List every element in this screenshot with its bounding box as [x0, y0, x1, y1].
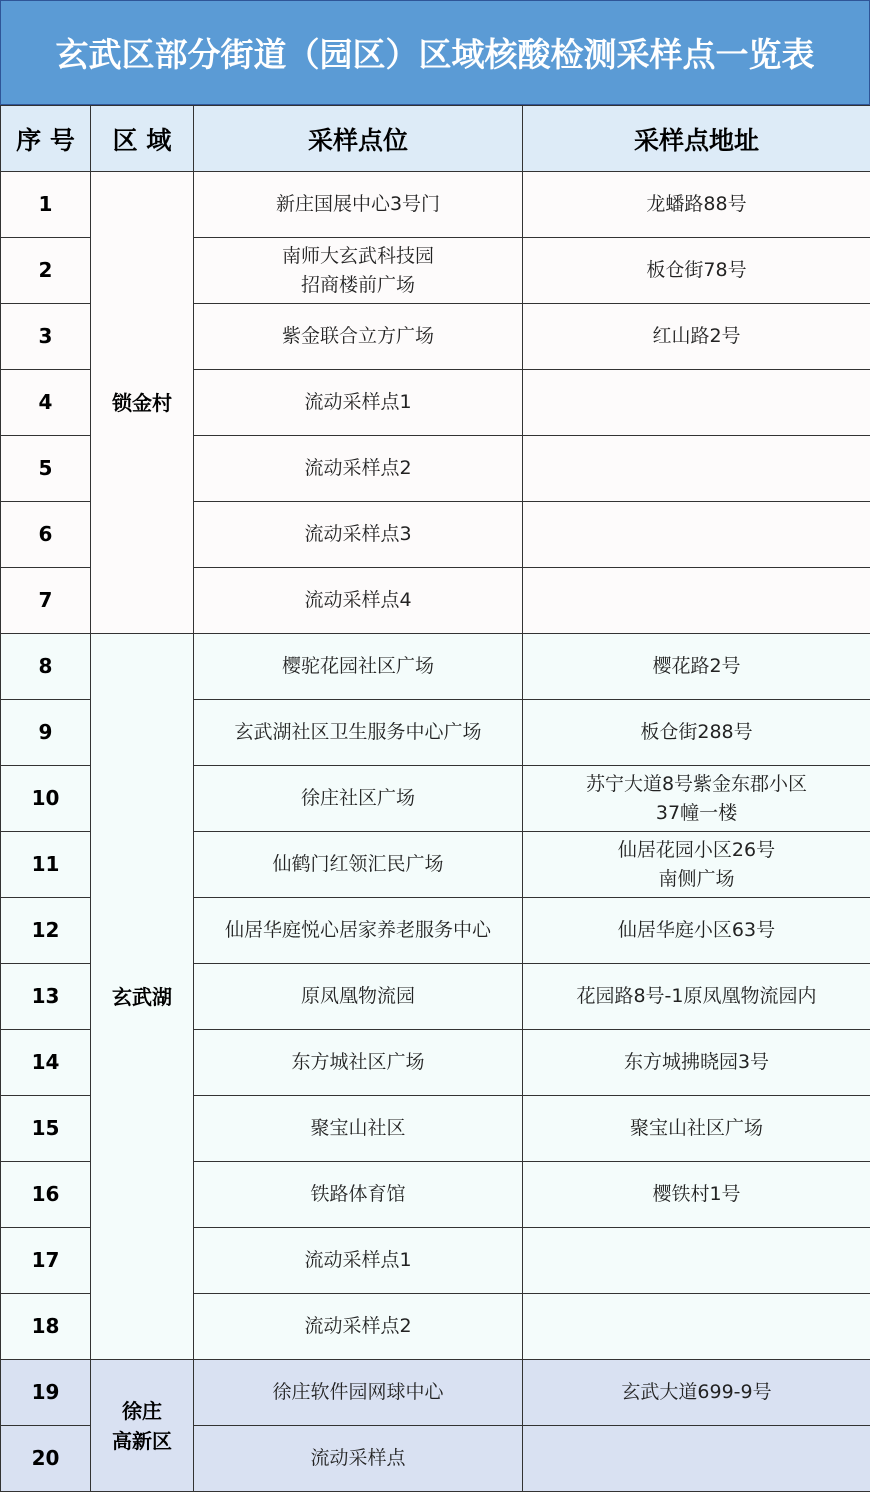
row-site: 樱驼花园社区广场 — [194, 634, 523, 700]
table-row — [1, 172, 870, 238]
row-index: 1 — [1, 172, 91, 238]
row-address — [523, 1426, 870, 1492]
row-address: 苏宁大道8号紫金东郡小区 37幢一楼 — [523, 766, 870, 832]
row-index: 9 — [1, 700, 91, 766]
table-body — [1, 172, 870, 1492]
row-index: 16 — [1, 1162, 91, 1228]
row-site: 东方城社区广场 — [194, 1030, 523, 1096]
row-site: 聚宝山社区 — [194, 1096, 523, 1162]
row-site: 仙鹤门红领汇民广场 — [194, 832, 523, 898]
row-area: 玄武湖 — [91, 634, 194, 1360]
row-site: 徐庄社区广场 — [194, 766, 523, 832]
row-address — [523, 1294, 870, 1360]
row-site: 流动采样点3 — [194, 502, 523, 568]
header-site: 采样点位 — [194, 106, 523, 172]
row-area: 锁金村 — [91, 172, 194, 634]
row-site: 原凤凰物流园 — [194, 964, 523, 1030]
row-site: 流动采样点4 — [194, 568, 523, 634]
row-site: 流动采样点1 — [194, 370, 523, 436]
row-site: 玄武湖社区卫生服务中心广场 — [194, 700, 523, 766]
header-index: 序 号 — [1, 106, 91, 172]
row-index: 7 — [1, 568, 91, 634]
row-index: 6 — [1, 502, 91, 568]
row-address: 聚宝山社区广场 — [523, 1096, 870, 1162]
table-row — [1, 634, 870, 700]
row-address — [523, 502, 870, 568]
row-site: 流动采样点2 — [194, 436, 523, 502]
row-address: 仙居花园小区26号 南侧广场 — [523, 832, 870, 898]
row-site: 徐庄软件园网球中心 — [194, 1360, 523, 1426]
row-address: 红山路2号 — [523, 304, 870, 370]
row-index: 12 — [1, 898, 91, 964]
row-address: 樱花路2号 — [523, 634, 870, 700]
row-index: 18 — [1, 1294, 91, 1360]
row-index: 14 — [1, 1030, 91, 1096]
row-index: 2 — [1, 238, 91, 304]
row-area: 徐庄 高新区 — [91, 1360, 194, 1492]
row-address: 东方城拂晓园3号 — [523, 1030, 870, 1096]
row-site: 新庄国展中心3号门 — [194, 172, 523, 238]
page-title: 玄武区部分街道（园区）区域核酸检测采样点一览表 — [0, 0, 870, 105]
row-site: 流动采样点 — [194, 1426, 523, 1492]
row-address: 板仓街78号 — [523, 238, 870, 304]
row-address: 板仓街288号 — [523, 700, 870, 766]
row-address — [523, 436, 870, 502]
row-site: 仙居华庭悦心居家养老服务中心 — [194, 898, 523, 964]
row-index: 4 — [1, 370, 91, 436]
table-row — [1, 1360, 870, 1426]
row-index: 11 — [1, 832, 91, 898]
row-address — [523, 568, 870, 634]
sampling-sites-table — [0, 105, 870, 1492]
row-site: 南师大玄武科技园 招商楼前广场 — [194, 238, 523, 304]
row-site: 紫金联合立方广场 — [194, 304, 523, 370]
row-index: 3 — [1, 304, 91, 370]
row-index: 19 — [1, 1360, 91, 1426]
row-index: 20 — [1, 1426, 91, 1492]
row-address — [523, 370, 870, 436]
row-index: 17 — [1, 1228, 91, 1294]
row-address: 樱铁村1号 — [523, 1162, 870, 1228]
table-header-row — [1, 106, 870, 172]
row-index: 10 — [1, 766, 91, 832]
row-site: 铁路体育馆 — [194, 1162, 523, 1228]
row-address: 花园路8号-1原凤凰物流园内 — [523, 964, 870, 1030]
header-area: 区 域 — [91, 106, 194, 172]
row-site: 流动采样点2 — [194, 1294, 523, 1360]
row-index: 13 — [1, 964, 91, 1030]
row-index: 8 — [1, 634, 91, 700]
row-address: 龙蟠路88号 — [523, 172, 870, 238]
row-address: 仙居华庭小区63号 — [523, 898, 870, 964]
row-index: 5 — [1, 436, 91, 502]
row-index: 15 — [1, 1096, 91, 1162]
header-address: 采样点地址 — [523, 106, 870, 172]
row-address: 玄武大道699-9号 — [523, 1360, 870, 1426]
row-site: 流动采样点1 — [194, 1228, 523, 1294]
row-address — [523, 1228, 870, 1294]
